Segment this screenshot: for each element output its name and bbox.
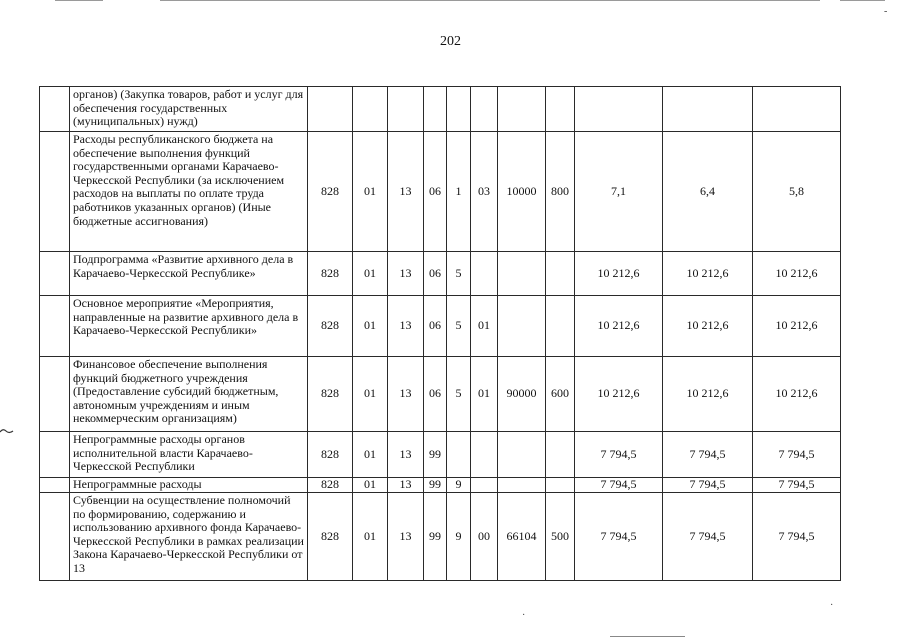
row-marker-cell bbox=[40, 296, 70, 357]
target-article-part-4: 90000 bbox=[498, 357, 546, 432]
subsection-code: 13 bbox=[388, 493, 424, 581]
expense-type-code: 600 bbox=[546, 357, 575, 432]
expense-type-code bbox=[546, 252, 575, 296]
grbs-code: 828 bbox=[308, 296, 353, 357]
sum-year-1 bbox=[575, 87, 663, 132]
row-name: Непрограммные расходы bbox=[70, 478, 308, 493]
sum-year-1: 10 212,6 bbox=[575, 357, 663, 432]
sum-year-2 bbox=[663, 87, 753, 132]
scan-dot-mark: · bbox=[830, 600, 834, 611]
target-article-part-2: 5 bbox=[447, 252, 471, 296]
sum-year-1: 10 212,6 bbox=[575, 252, 663, 296]
sum-year-1: 7 794,5 bbox=[575, 432, 663, 478]
row-name: Субвенции на осуществление полномочий по формированию, содержанию и использованию архивного фонда Карачаево-Черкесской Республики в рамках реализации Закона Карачаево-Черкесской Республики от 13 bbox=[70, 493, 308, 581]
subsection-code: 13 bbox=[388, 252, 424, 296]
subsection-code: 13 bbox=[388, 432, 424, 478]
target-article-part-1: 06 bbox=[424, 132, 447, 252]
top-rule-line-right bbox=[840, 0, 885, 1]
grbs-code: 828 bbox=[308, 478, 353, 493]
target-article-part-2 bbox=[447, 87, 471, 132]
sum-year-3: 10 212,6 bbox=[753, 252, 841, 296]
section-code: 01 bbox=[353, 432, 388, 478]
row-name: Основное мероприятие «Мероприятия, направленные на развитие архивного дела в Карачаево-Черкесской Республики» bbox=[70, 296, 308, 357]
target-article-part-1: 06 bbox=[424, 252, 447, 296]
sum-year-3: 5,8 bbox=[753, 132, 841, 252]
sum-year-2: 7 794,5 bbox=[663, 432, 753, 478]
bottom-rule-line bbox=[610, 636, 685, 637]
target-article-part-4 bbox=[498, 432, 546, 478]
sum-year-3: 7 794,5 bbox=[753, 478, 841, 493]
expense-type-code bbox=[546, 432, 575, 478]
section-code: 01 bbox=[353, 296, 388, 357]
row-name: Подпрограмма «Развитие архивного дела в Карачаево-Черкесской Республике» bbox=[70, 252, 308, 296]
row-marker-cell bbox=[40, 87, 70, 132]
target-article-part-2: 1 bbox=[447, 132, 471, 252]
row-marker-cell bbox=[40, 493, 70, 581]
page-number: 202 bbox=[440, 34, 461, 49]
sum-year-2: 7 794,5 bbox=[663, 478, 753, 493]
target-article-part-3: 01 bbox=[471, 357, 498, 432]
subsection-code: 13 bbox=[388, 132, 424, 252]
target-article-part-1 bbox=[424, 87, 447, 132]
section-code: 01 bbox=[353, 132, 388, 252]
row-name: Финансовое обеспечение выполнения функций бюджетного учреждения (Предоставление субсидий бюджетным, автономным учреждениям и иным некоммерческим организациям) bbox=[70, 357, 308, 432]
sum-year-1: 7 794,5 bbox=[575, 478, 663, 493]
grbs-code: 828 bbox=[308, 493, 353, 581]
grbs-code: 828 bbox=[308, 132, 353, 252]
scan-squiggle-mark bbox=[0, 426, 14, 436]
target-article-part-1: 99 bbox=[424, 493, 447, 581]
sum-year-3: 10 212,6 bbox=[753, 357, 841, 432]
table-row bbox=[40, 478, 841, 493]
target-article-part-1: 06 bbox=[424, 357, 447, 432]
top-rule-line-middle bbox=[160, 0, 820, 1]
target-article-part-4: 66104 bbox=[498, 493, 546, 581]
row-marker-cell bbox=[40, 252, 70, 296]
target-article-part-2: 9 bbox=[447, 493, 471, 581]
section-code: 01 bbox=[353, 252, 388, 296]
target-article-part-1: 99 bbox=[424, 478, 447, 493]
sum-year-1: 10 212,6 bbox=[575, 296, 663, 357]
target-article-part-3 bbox=[471, 252, 498, 296]
grbs-code: 828 bbox=[308, 357, 353, 432]
scan-mark-top-right: ‑ bbox=[884, 6, 888, 17]
table-row bbox=[40, 493, 841, 581]
target-article-part-1: 99 bbox=[424, 432, 447, 478]
subsection-code: 13 bbox=[388, 357, 424, 432]
target-article-part-4: 10000 bbox=[498, 132, 546, 252]
subsection-code: 13 bbox=[388, 478, 424, 493]
target-article-part-2: 9 bbox=[447, 478, 471, 493]
grbs-code: 828 bbox=[308, 252, 353, 296]
row-marker-cell bbox=[40, 357, 70, 432]
target-article-part-3: 01 bbox=[471, 296, 498, 357]
sum-year-2: 10 212,6 bbox=[663, 252, 753, 296]
row-marker-cell bbox=[40, 132, 70, 252]
expense-type-code bbox=[546, 478, 575, 493]
target-article-part-3: 00 bbox=[471, 493, 498, 581]
scan-dot-mark: · bbox=[522, 610, 526, 621]
sum-year-3 bbox=[753, 87, 841, 132]
target-article-part-3 bbox=[471, 87, 498, 132]
subsection-code bbox=[388, 87, 424, 132]
target-article-part-2 bbox=[447, 432, 471, 478]
sum-year-2: 6,4 bbox=[663, 132, 753, 252]
sum-year-2: 7 794,5 bbox=[663, 493, 753, 581]
row-name: органов) (Закупка товаров, работ и услуг для обеспечения государственных (муниципальных) нужд) bbox=[70, 87, 308, 132]
sum-year-2: 10 212,6 bbox=[663, 296, 753, 357]
section-code: 01 bbox=[353, 493, 388, 581]
sum-year-2: 10 212,6 bbox=[663, 357, 753, 432]
target-article-part-2: 5 bbox=[447, 296, 471, 357]
row-name: Непрограммные расходы органов исполнительной власти Карачаево-Черкесской Республики bbox=[70, 432, 308, 478]
table-row bbox=[40, 357, 841, 432]
row-marker-cell bbox=[40, 478, 70, 493]
expense-type-code bbox=[546, 87, 575, 132]
sum-year-1: 7,1 bbox=[575, 132, 663, 252]
budget-table bbox=[39, 86, 841, 581]
sum-year-1: 7 794,5 bbox=[575, 493, 663, 581]
sum-year-3: 7 794,5 bbox=[753, 432, 841, 478]
subsection-code: 13 bbox=[388, 296, 424, 357]
table-row bbox=[40, 432, 841, 478]
table-row bbox=[40, 296, 841, 357]
sum-year-3: 7 794,5 bbox=[753, 493, 841, 581]
expense-type-code: 800 bbox=[546, 132, 575, 252]
target-article-part-4 bbox=[498, 478, 546, 493]
target-article-part-3 bbox=[471, 478, 498, 493]
expense-type-code bbox=[546, 296, 575, 357]
table-row bbox=[40, 252, 841, 296]
sum-year-3: 10 212,6 bbox=[753, 296, 841, 357]
target-article-part-4 bbox=[498, 296, 546, 357]
target-article-part-4 bbox=[498, 87, 546, 132]
target-article-part-3 bbox=[471, 432, 498, 478]
row-marker-cell bbox=[40, 432, 70, 478]
grbs-code bbox=[308, 87, 353, 132]
target-article-part-2: 5 bbox=[447, 357, 471, 432]
expense-type-code: 500 bbox=[546, 493, 575, 581]
target-article-part-3: 03 bbox=[471, 132, 498, 252]
section-code: 01 bbox=[353, 478, 388, 493]
top-rule-line-left bbox=[55, 0, 103, 1]
section-code bbox=[353, 87, 388, 132]
row-name: Расходы республиканского бюджета на обеспечение выполнения функций государственными органами Карачаево-Черкесской Республики (за исключением расходов на выплаты по оплате труда работников указанных органов) (Иные бюджетные ассигнования) bbox=[70, 132, 308, 252]
section-code: 01 bbox=[353, 357, 388, 432]
table-row bbox=[40, 87, 841, 132]
target-article-part-1: 06 bbox=[424, 296, 447, 357]
target-article-part-4 bbox=[498, 252, 546, 296]
grbs-code: 828 bbox=[308, 432, 353, 478]
table-row bbox=[40, 132, 841, 252]
